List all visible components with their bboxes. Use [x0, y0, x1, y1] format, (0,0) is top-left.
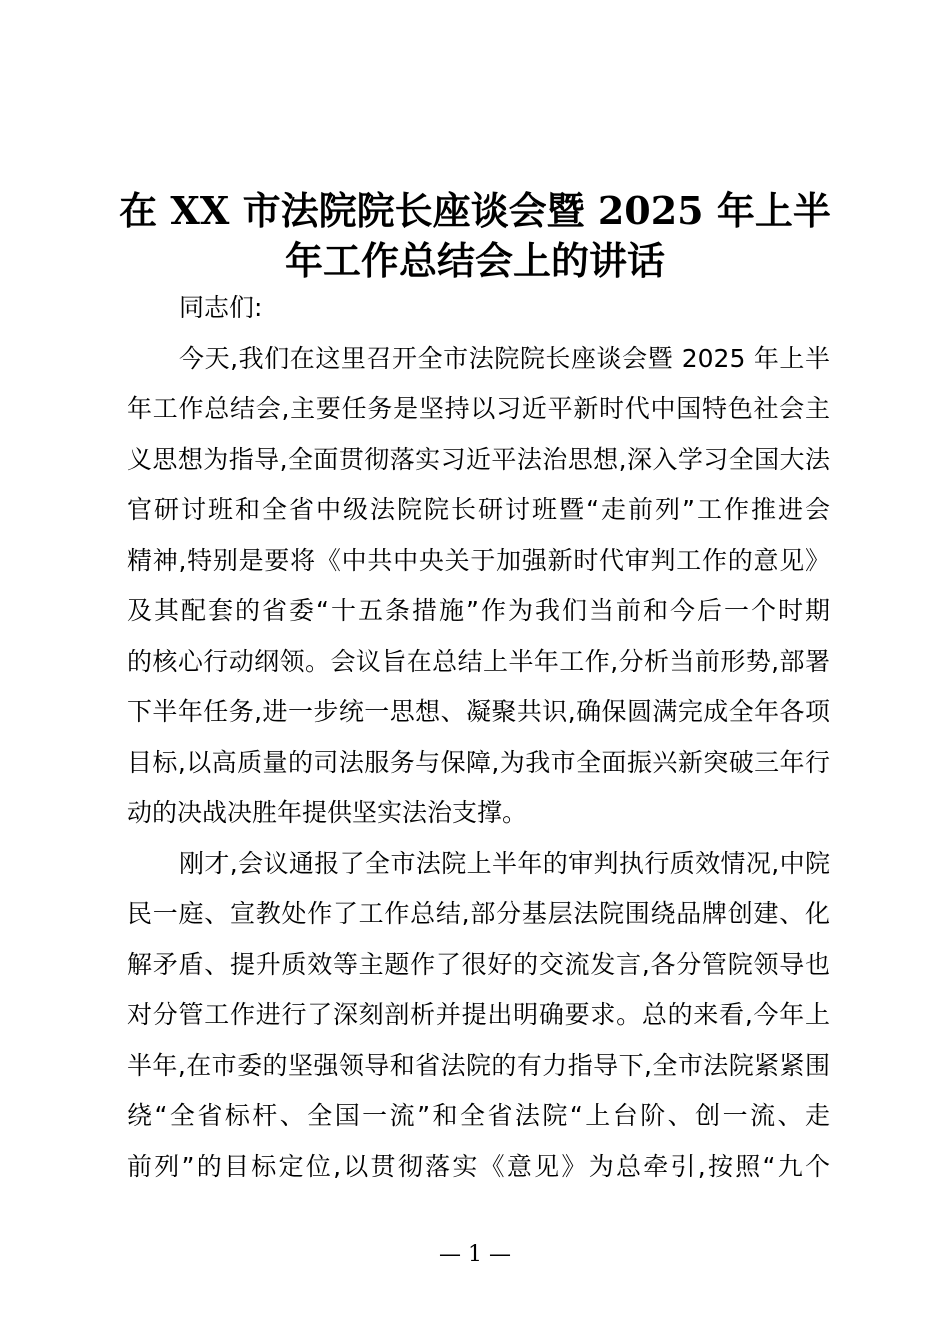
paragraph-line: 绕“全省标杆、全国一流”和全省法院“上台阶、创一流、走 [127, 1101, 830, 1130]
title-line-1: 在 XX 市法院院长座谈会暨 2025 年上半 [119, 188, 831, 233]
paragraph-line: 民一庭、宣教处作了工作总结,部分基层法院围绕品牌创建、化 [127, 899, 830, 928]
paragraph-line: 动的决战决胜年提供坚实法治支撑。 [127, 798, 528, 827]
paragraph-1 [127, 334, 830, 839]
paragraph-line: 目标,以高质量的司法服务与保障,为我市全面振兴新突破三年行 [127, 747, 830, 777]
title-line-2: 年工作总结会上的讲话 [284, 238, 665, 283]
paragraph-line: 今天,我们在这里召开全市法院院长座谈会暨 2025 年上半 [179, 343, 830, 373]
salutation-text: 同志们: [179, 293, 263, 322]
paragraph-2 [127, 839, 830, 1193]
paragraph-line: 官研讨班和全省中级法院院长研讨班暨“走前列”工作推进会 [127, 495, 830, 524]
paragraph-line: 解矛盾、提升质效等主题作了很好的交流发言,各分管院领导也 [127, 949, 830, 979]
paragraph-line: 及其配套的省委“十五条措施”作为我们当前和今后一个时期 [127, 596, 830, 625]
paragraph-line: 年工作总结会,主要任务是坚持以习近平新时代中国特色社会主 [127, 394, 830, 423]
paragraph-line: 的核心行动纲领。会议旨在总结上半年工作,分析当前形势,部署 [127, 646, 830, 676]
paragraph-line: 对分管工作进行了深刻剖析并提出明确要求。总的来看,今年上 [127, 1000, 830, 1029]
paragraph-line: 精神,特别是要将《中共中央关于加强新时代审判工作的意见》 [127, 545, 830, 575]
paragraph-line: 半年,在市委的坚强领导和省法院的有力指导下,全市法院紧紧围 [127, 1050, 830, 1080]
page-number: — 1 — [439, 1242, 511, 1267]
paragraph-line: 刚才,会议通报了全市法院上半年的审判执行质效情况,中院 [179, 848, 830, 878]
document-body [127, 283, 830, 1192]
document-title [100, 186, 850, 286]
paragraph-line: 义思想为指导,全面贯彻落实习近平法治思想,深入学习全国大法 [127, 444, 830, 474]
paragraph-line: 前列”的目标定位,以贯彻落实《意见》为总牵引,按照“九个 [127, 1151, 830, 1181]
paragraph-line: 下半年任务,进一步统一思想、凝聚共识,确保圆满完成全年各项 [127, 697, 830, 726]
salutation [127, 283, 830, 334]
